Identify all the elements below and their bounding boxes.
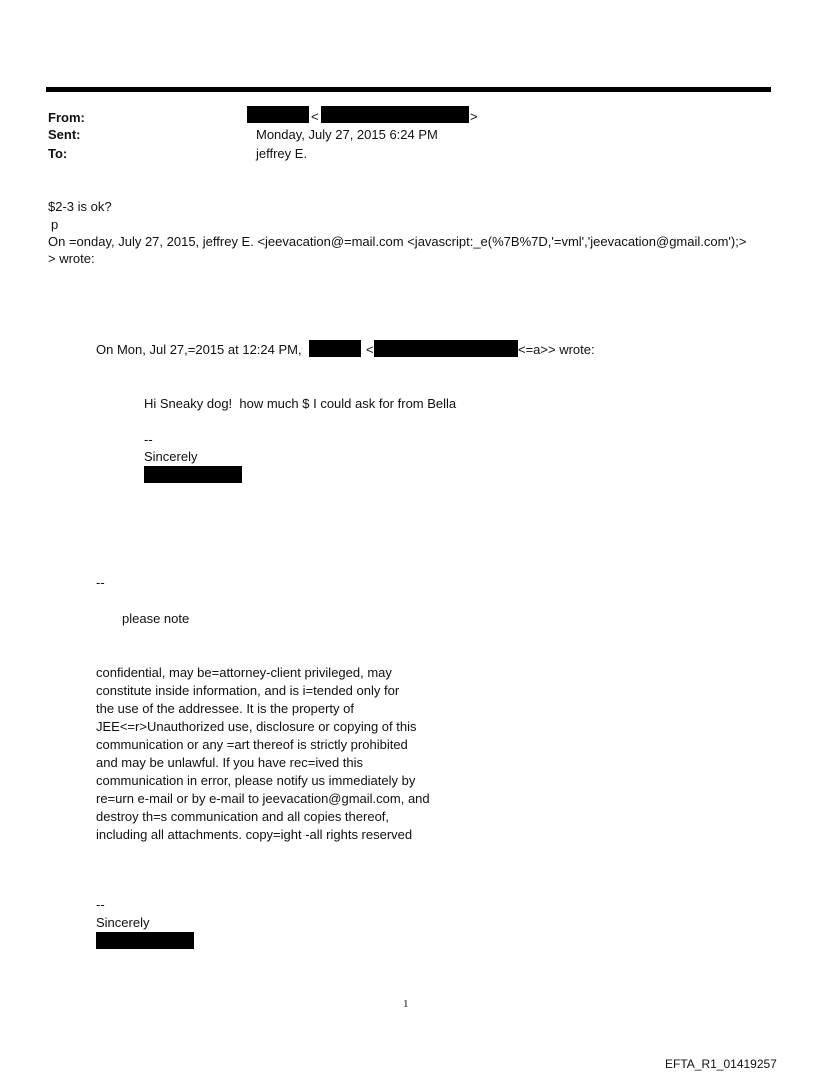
please-note: please note (122, 611, 190, 626)
inner-suffix: <=a>> wrote: (518, 342, 595, 357)
quote-header-wrap: > wrote: (48, 251, 95, 266)
inner-dashes: -- (144, 432, 153, 447)
reply-line: p (51, 217, 59, 232)
header-rule (46, 87, 771, 92)
from-lt: < (311, 109, 319, 124)
document-id: EFTA_R1_01419257 (665, 1057, 777, 1071)
signature-dashes: -- (96, 575, 105, 590)
from-label: From: (48, 110, 85, 125)
sent-label: Sent: (48, 127, 81, 142)
disclaimer-line: communication or any =art thereof is strictly prohibited (96, 737, 408, 752)
disclaimer-line: the use of the addressee. It is the property of (96, 701, 354, 716)
disclaimer-line: re=urn e-mail or by e-mail to jeevacation@gmail.com, and (96, 791, 430, 806)
closing-dashes: -- (96, 897, 105, 912)
redaction-block (96, 932, 194, 949)
from-gt: > (470, 109, 478, 124)
to-value: jeffrey E. (256, 146, 308, 161)
inner-message: Hi Sneaky dog! how much $ I could ask for from Bella (144, 396, 457, 411)
disclaimer-line: JEE<=r>Unauthorized use, disclosure or copying of this (96, 719, 417, 734)
disclaimer-line: destroy th=s communication and all copies thereof, (96, 809, 390, 824)
disclaimer-line: including all attachments. copy=ight -all rights reserved (96, 827, 413, 842)
disclaimer-line: constitute inside information, and is i=tended only for (96, 683, 400, 698)
to-label: To: (48, 146, 68, 161)
sent-value: Monday, July 27, 2015 6:24 PM (256, 127, 438, 142)
disclaimer-line: and may be unlawful. If you have rec=ived this (96, 755, 364, 770)
redaction-block (374, 340, 518, 357)
page-number: 1 (403, 998, 409, 1010)
quote-header: On =onday, July 27, 2015, jeffrey E. <jeevacation@=mail.com <javascript:_e(%7B%7D,'=vml','jeevacation@gmail.com');> (48, 234, 747, 249)
disclaimer-line: communication in error, please notify us immediately by (96, 773, 416, 788)
redaction-block (144, 466, 242, 483)
redaction-block (309, 340, 361, 357)
disclaimer-line: confidential, may be=attorney-client privileged, may (96, 665, 392, 680)
inner-sincerely: Sincerely (144, 449, 198, 464)
redaction-block (321, 106, 469, 123)
inner-lt: < (366, 342, 374, 357)
inner-quote-header: On Mon, Jul 27,=2015 at 12:24 PM, (96, 342, 302, 357)
reply-line: $2-3 is ok? (48, 199, 112, 214)
redaction-block (247, 106, 309, 123)
closing-sincerely: Sincerely (96, 915, 150, 930)
